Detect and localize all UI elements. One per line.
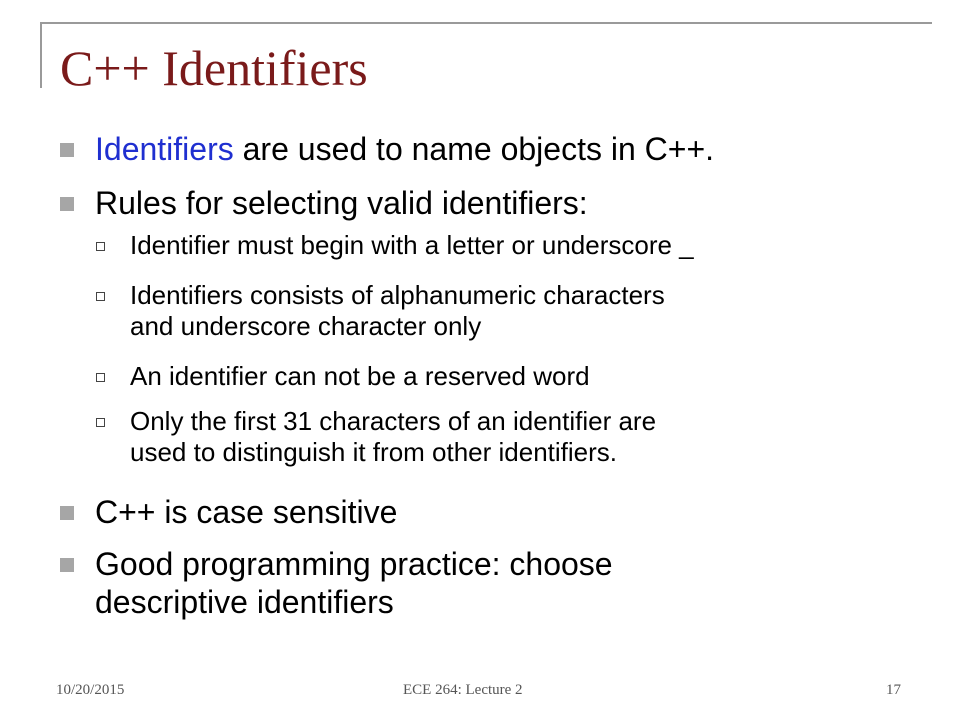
rule-text: Identifier must begin with a letter or underscore _	[130, 230, 694, 260]
bullet-text-line1: Good programming practice: choose	[95, 546, 613, 582]
hollow-square-bullet-icon	[96, 292, 105, 301]
rule-text-line2: and underscore character only	[130, 311, 482, 341]
rule-reserved-word	[130, 361, 890, 392]
footer-course: ECE 264: Lecture 2	[403, 682, 523, 698]
hollow-square-bullet-icon	[96, 242, 105, 251]
slide-title: C++ Identifiers	[60, 40, 368, 96]
square-bullet-icon	[60, 197, 74, 211]
footer-page-number: 17	[886, 682, 901, 698]
square-bullet-icon	[60, 558, 74, 572]
highlight-term: Identifiers	[95, 131, 234, 167]
square-bullet-icon	[60, 506, 74, 520]
rule-text-line2: used to distinguish it from other identifiers.	[130, 437, 618, 467]
rule-text-line1: Identifiers consists of alphanumeric characters	[130, 280, 665, 310]
slide-frame-top-line	[40, 22, 932, 24]
slide-frame-left-line	[40, 22, 42, 88]
bullet-identifiers-usage	[95, 130, 915, 168]
hollow-square-bullet-icon	[96, 418, 105, 427]
hollow-square-bullet-icon	[96, 373, 105, 382]
bullet-text: are used to name objects in C++.	[233, 131, 715, 167]
rule-text: An identifier can not be a reserved word	[130, 361, 590, 391]
bullet-case-sensitive	[95, 493, 915, 531]
bullet-text-line2: descriptive identifiers	[95, 584, 394, 620]
rule-text-line1: Only the first 31 characters of an identifier are	[130, 406, 657, 436]
rule-alphanumeric	[130, 280, 890, 342]
rule-first-31-characters	[130, 406, 890, 468]
bullet-good-practice	[95, 545, 915, 621]
bullet-text: Rules for selecting valid identifiers:	[95, 185, 588, 221]
bullet-rules-heading	[95, 184, 915, 222]
rule-begin-with-letter	[130, 230, 890, 261]
square-bullet-icon	[60, 143, 74, 157]
bullet-text: C++ is case sensitive	[95, 494, 398, 530]
footer-date: 10/20/2015	[56, 682, 125, 698]
